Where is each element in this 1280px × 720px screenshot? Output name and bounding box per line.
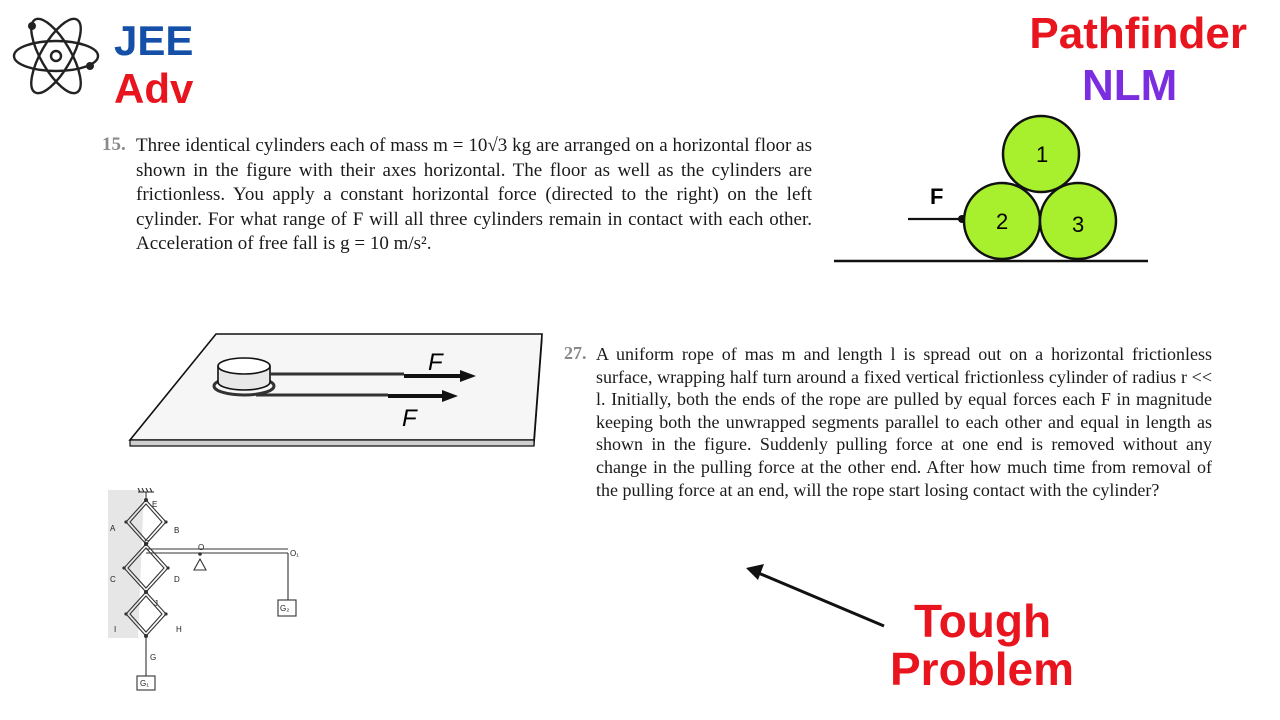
linkage-label: F: [144, 539, 149, 548]
linkage-label: A: [110, 524, 116, 533]
linkage-label: B: [174, 526, 180, 535]
linkage-label: I: [114, 625, 117, 634]
cylinder-left-label: 2: [996, 209, 1009, 234]
linkage-label: G: [150, 653, 157, 662]
problem-27-text: A uniform rope of mas m and length l is spread out on a horizontal frictionless surface, wrapping half turn around a fixed vertical frictionless cylinder of radius r << l. Initially, both the ends of the rope are pulled by equal forces each F in magnitude keeping both the unwrapped segments parallel to each other and equal in length as shown in the figure. Suddenly pulling force at one end is removed without any change in the pulling force at the other end. After how much time from removal of the pulling force at an end, will the rope start losing contact with the cylinder?: [596, 344, 1212, 500]
problem-27-number: 27.: [564, 343, 587, 363]
atom-icon: [10, 14, 102, 98]
callout-problem: Problem: [890, 643, 1075, 695]
topic-title: NLM: [1082, 61, 1178, 110]
force-label: F: [930, 184, 944, 209]
rope-cylinder-figure: [126, 330, 548, 452]
series-title: Pathfinder: [1029, 9, 1247, 58]
linkage-label: D: [174, 575, 180, 584]
plate-edge: [130, 440, 534, 446]
problem-15-text: Three identical cylinders each of mass m = 10√3 kg are arranged on a horizontal floor as shown in the figure with their axes horizontal. The floor as well as the cylinders are frictionless. You apply a constant horizontal force (directed to the right) on the left cylinder. For what range of F will all three cylinders remain in contact with each other. Acceleration of free fall is g = 10 m/s².: [136, 135, 812, 255]
linkage-label: E: [152, 500, 158, 509]
linkage-label: C: [110, 575, 116, 584]
force-label-top: F: [428, 349, 443, 376]
brand-adv: Adv: [114, 65, 194, 112]
plate-top: [130, 334, 542, 440]
linkage-label: J: [154, 599, 158, 608]
brand-jee: JEE: [114, 17, 194, 64]
linkage-label: G₁: [140, 679, 149, 688]
cylinder-top-label: 1: [1036, 142, 1049, 167]
linkage-label: H: [176, 625, 182, 634]
linkage-label: O₁: [290, 549, 299, 558]
linkage-label: O: [198, 543, 205, 552]
cylinder-right-label: 3: [1072, 212, 1085, 237]
problem-15-number: 15.: [102, 134, 126, 155]
three-cylinders-figure: [830, 112, 1152, 272]
arrow-icon: [742, 560, 892, 632]
linkage-figure: [104, 488, 308, 694]
linkage-label: G₂: [280, 604, 290, 613]
force-label-bottom: F: [402, 405, 417, 432]
callout-tough: Tough: [914, 595, 1052, 647]
